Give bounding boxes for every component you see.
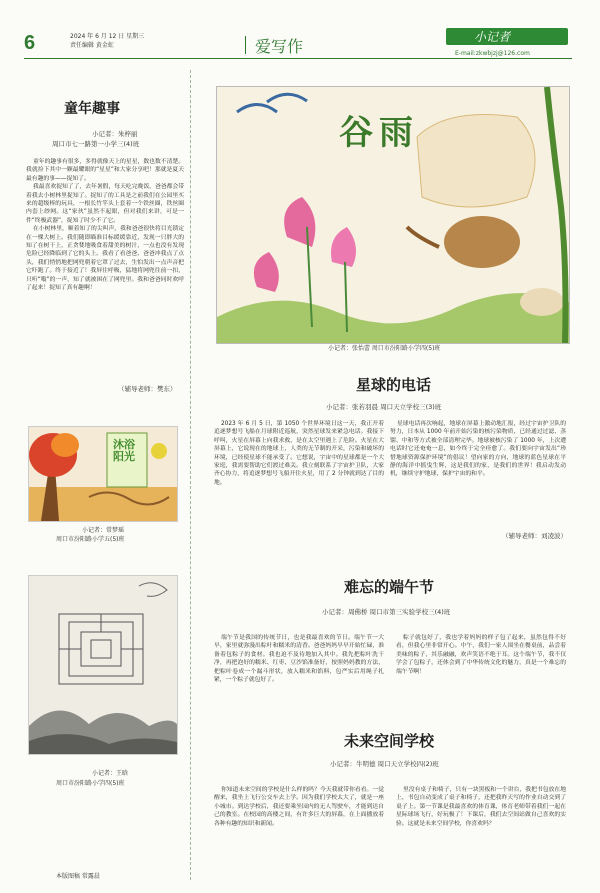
paragraph: 里没有桌子和椅子，只有一块黑板和一个讲台，我把书包放在地上，书包自动变成了桌子和椅子，还把我昨天写的作业自动交到了桌子上。第一节课是我最喜欢的体育课，体育老师带着我们一起在星际球场飞行，好玩极了！下课后，我们去空间站做自己喜欢的实验。这就是未来空间学校，你喜欢吗？ — [396, 787, 566, 827]
article-title-dragon-boat: 难忘的端午节 — [344, 578, 435, 596]
article-school: 周口市七一路第一小学三(4)班 — [52, 140, 140, 148]
page-header — [0, 0, 600, 58]
ink-maze-painting — [28, 575, 178, 755]
teacher-credit: （辅导老师：樊东） — [118, 385, 177, 393]
paragraph: 端午节是我国的传统节日，也是我最喜欢的节日。端午节一大早，家里就弥漫出粽叶和糯米的清香。爸爸妈妈早早开始忙碌，准备着包粽子的食材。我也迫不及待地加入其中。我先把粽叶洗干净，再把泡好的糯米、红枣、豆沙馅准备好，按照妈妈教的方法，把粽叶卷成一个漏斗形状，放入糯米和馅料，包严实后用绳子扎紧，一个粽子就包好了。 — [214, 635, 384, 684]
paragraph: 我最喜欢捉知了了，去年暑假，每天吃完晚饭，爸爸都会带着我去小树林里捉知了。捉知了的工具是之前我们在公园里买来的超级棒的玩具，一根长竹竿头上套着一个铁丝圈，铁丝圈内套上纱网。这“家伙”虽然不起眼，但对我们来讲，可是一件“终极武器”，捉知了时少不了它。 — [26, 184, 184, 224]
article-body-col2 — [396, 634, 566, 712]
teacher-credit: （辅导老师：刘凌波） — [502, 532, 567, 540]
autumn-tree-painting — [28, 426, 178, 522]
paragraph: 2023 年 6 月 5 日，第 1050 个世界环境日这一天，我正开着追逐梦想号飞船在月球附近巡航，突然星球发来紧急电话。我接下呼叫，火星在屏幕上向我求救，是在太空里遇上了危险。火星在大屏幕上，它说现在的地球上，人类的无节制的开采，污染和破坏的环境，已经使星球不能承受了。它想说，宇宙中的星球都是一个大家庭，我需要帮助它们渡过难关。我立刻联系了宇宙护卫队，大家齐心协力，将追逐梦想号飞船开往火星，用了 2 分钟就到达了目的地。 — [214, 421, 384, 486]
article-title-future-school: 未来空间学校 — [344, 732, 435, 750]
page-number: 6 — [24, 32, 36, 54]
article-byline: 小记者：周佛桥 周口市第三实验学校三(4)班 — [322, 608, 451, 616]
article-byline: 小记者：张若羽晨 周口天立学校三(3)班 — [326, 403, 442, 411]
section-title: 爱写作 — [255, 34, 303, 57]
article-body-childhood — [26, 158, 184, 388]
article-author: 小记者：朱梓丽 — [92, 130, 138, 138]
article-title-planet: 星球的电话 — [356, 376, 432, 394]
article-body-col1 — [214, 634, 384, 712]
autumn-tree-drawing — [29, 427, 177, 521]
column-divider — [190, 70, 191, 880]
article-byline: 小记者：牛明德 周口天立学校四(2)班 — [330, 760, 439, 768]
paragraph: 童年的趣事有很多，多得就像天上的星星，数也数不清楚。我就捡下其中一颗最耀眼的“星星”和大家分享吧！那就是夏天最有趣的事——捉知了。 — [26, 159, 184, 182]
article-body-col1 — [214, 420, 384, 534]
header-rule — [24, 58, 572, 59]
painting-title-calligraphy: 谷雨 — [339, 113, 419, 153]
main-painting-caption: 小记者：张怡蕾 周口市汾阳路小学四(5)班 — [328, 345, 441, 352]
article-body-col2 — [396, 786, 566, 876]
paragraph: 星球电话再次响起，地球在屏幕上激动地汇报，经过宇宙护卫队的努力，日本从 1000 年前开始污染的核污染物质，已经通过过滤、蒸馏、中和等方式被全部清理完毕。地球被核污染了 1000 年，上次遭电话时它还奄奄一息，如今终于完全痊愈了。我们要向宇宙发出“珍惜地球资源保护环境”的倡议！望向家的方向，地球的蓝色星球在平静的海洋中摇曳生辉，这是我们的家，是我们的世界！我启动发动机，继续守护地球，保护宇宙的和平。 — [390, 421, 566, 478]
painting-calligraphy: 沐浴阳光 — [113, 438, 135, 463]
caption-school: 周口市汾阳路小学五(5)班 — [56, 536, 125, 543]
paragraph: 在小树林里，顺着知了的尖叫声，我和爸爸很快将目光锁定在一棵大树上。我们随即瞄准目标缓缓靠近，发现一只胖大的知了在树干上，正贪婪地吸食着甜美的树汁，一点也没有发现危险已经降临到了它的头上。我看了看爸爸，爸爸冲我点了点头，我们悄悄地把网兜朝着它罩了过去，生怕发出一点声音把它吓跑了。终于接近了！我屏住呼吸，猛地将网兜往前一扣，只听“嗡”的一声，知了就被困在了网兜里。我和爸爸同时欢呼了起来！捉知了真有趣啊！ — [26, 226, 184, 292]
brand-logo: 小记者 — [474, 30, 511, 44]
caption-school: 周口市汾阳路小学四(5)班 — [56, 780, 125, 787]
contact-email: E-mail:zkwbjzj@126.com — [455, 50, 530, 57]
proof-credit: 本版图稿 常露晨 — [56, 873, 100, 880]
paragraph: 粽子就包好了，我也学着妈妈的样子包了起来，虽然包得不好看，但我心里非常开心。中午，我们一家人围坐在餐桌前，品尝着美味的粽子，其乐融融，欢声笑语不绝于耳。这个端午节，我不仅学会了包粽子，还体会到了中华传统文化的魅力，真是一个难忘的端午节啊！ — [396, 635, 566, 675]
article-body-col1 — [214, 786, 384, 876]
issue-date: 2024 年 6 月 12 日 星期三 — [70, 33, 145, 40]
guyu-painting — [216, 86, 570, 344]
caption-author: 小记者：王晗 — [92, 770, 129, 777]
article-title-childhood: 童年趣事 — [64, 101, 120, 117]
maze-drawing — [29, 576, 177, 754]
caption-author: 小记者：常梦瑶 — [82, 527, 125, 534]
issue-info — [70, 32, 144, 50]
editor-credit: 责任编辑 黄金虹 — [70, 42, 114, 49]
paragraph: 你知道未来空间的学校是什么样的吗？今天我就带你看看。一觉醒来，我坐上飞行公交车去上学。因为我们学校太大了，就是一座小城市。到达学校后，我还要乘坐园内的无人驾驶车，才能到达自己的教室。在校园的高楼之间，有许多巨大的屏幕，在上面播放着各种有趣的知识和新闻。 — [214, 787, 384, 827]
article-body-col2 — [390, 420, 566, 534]
